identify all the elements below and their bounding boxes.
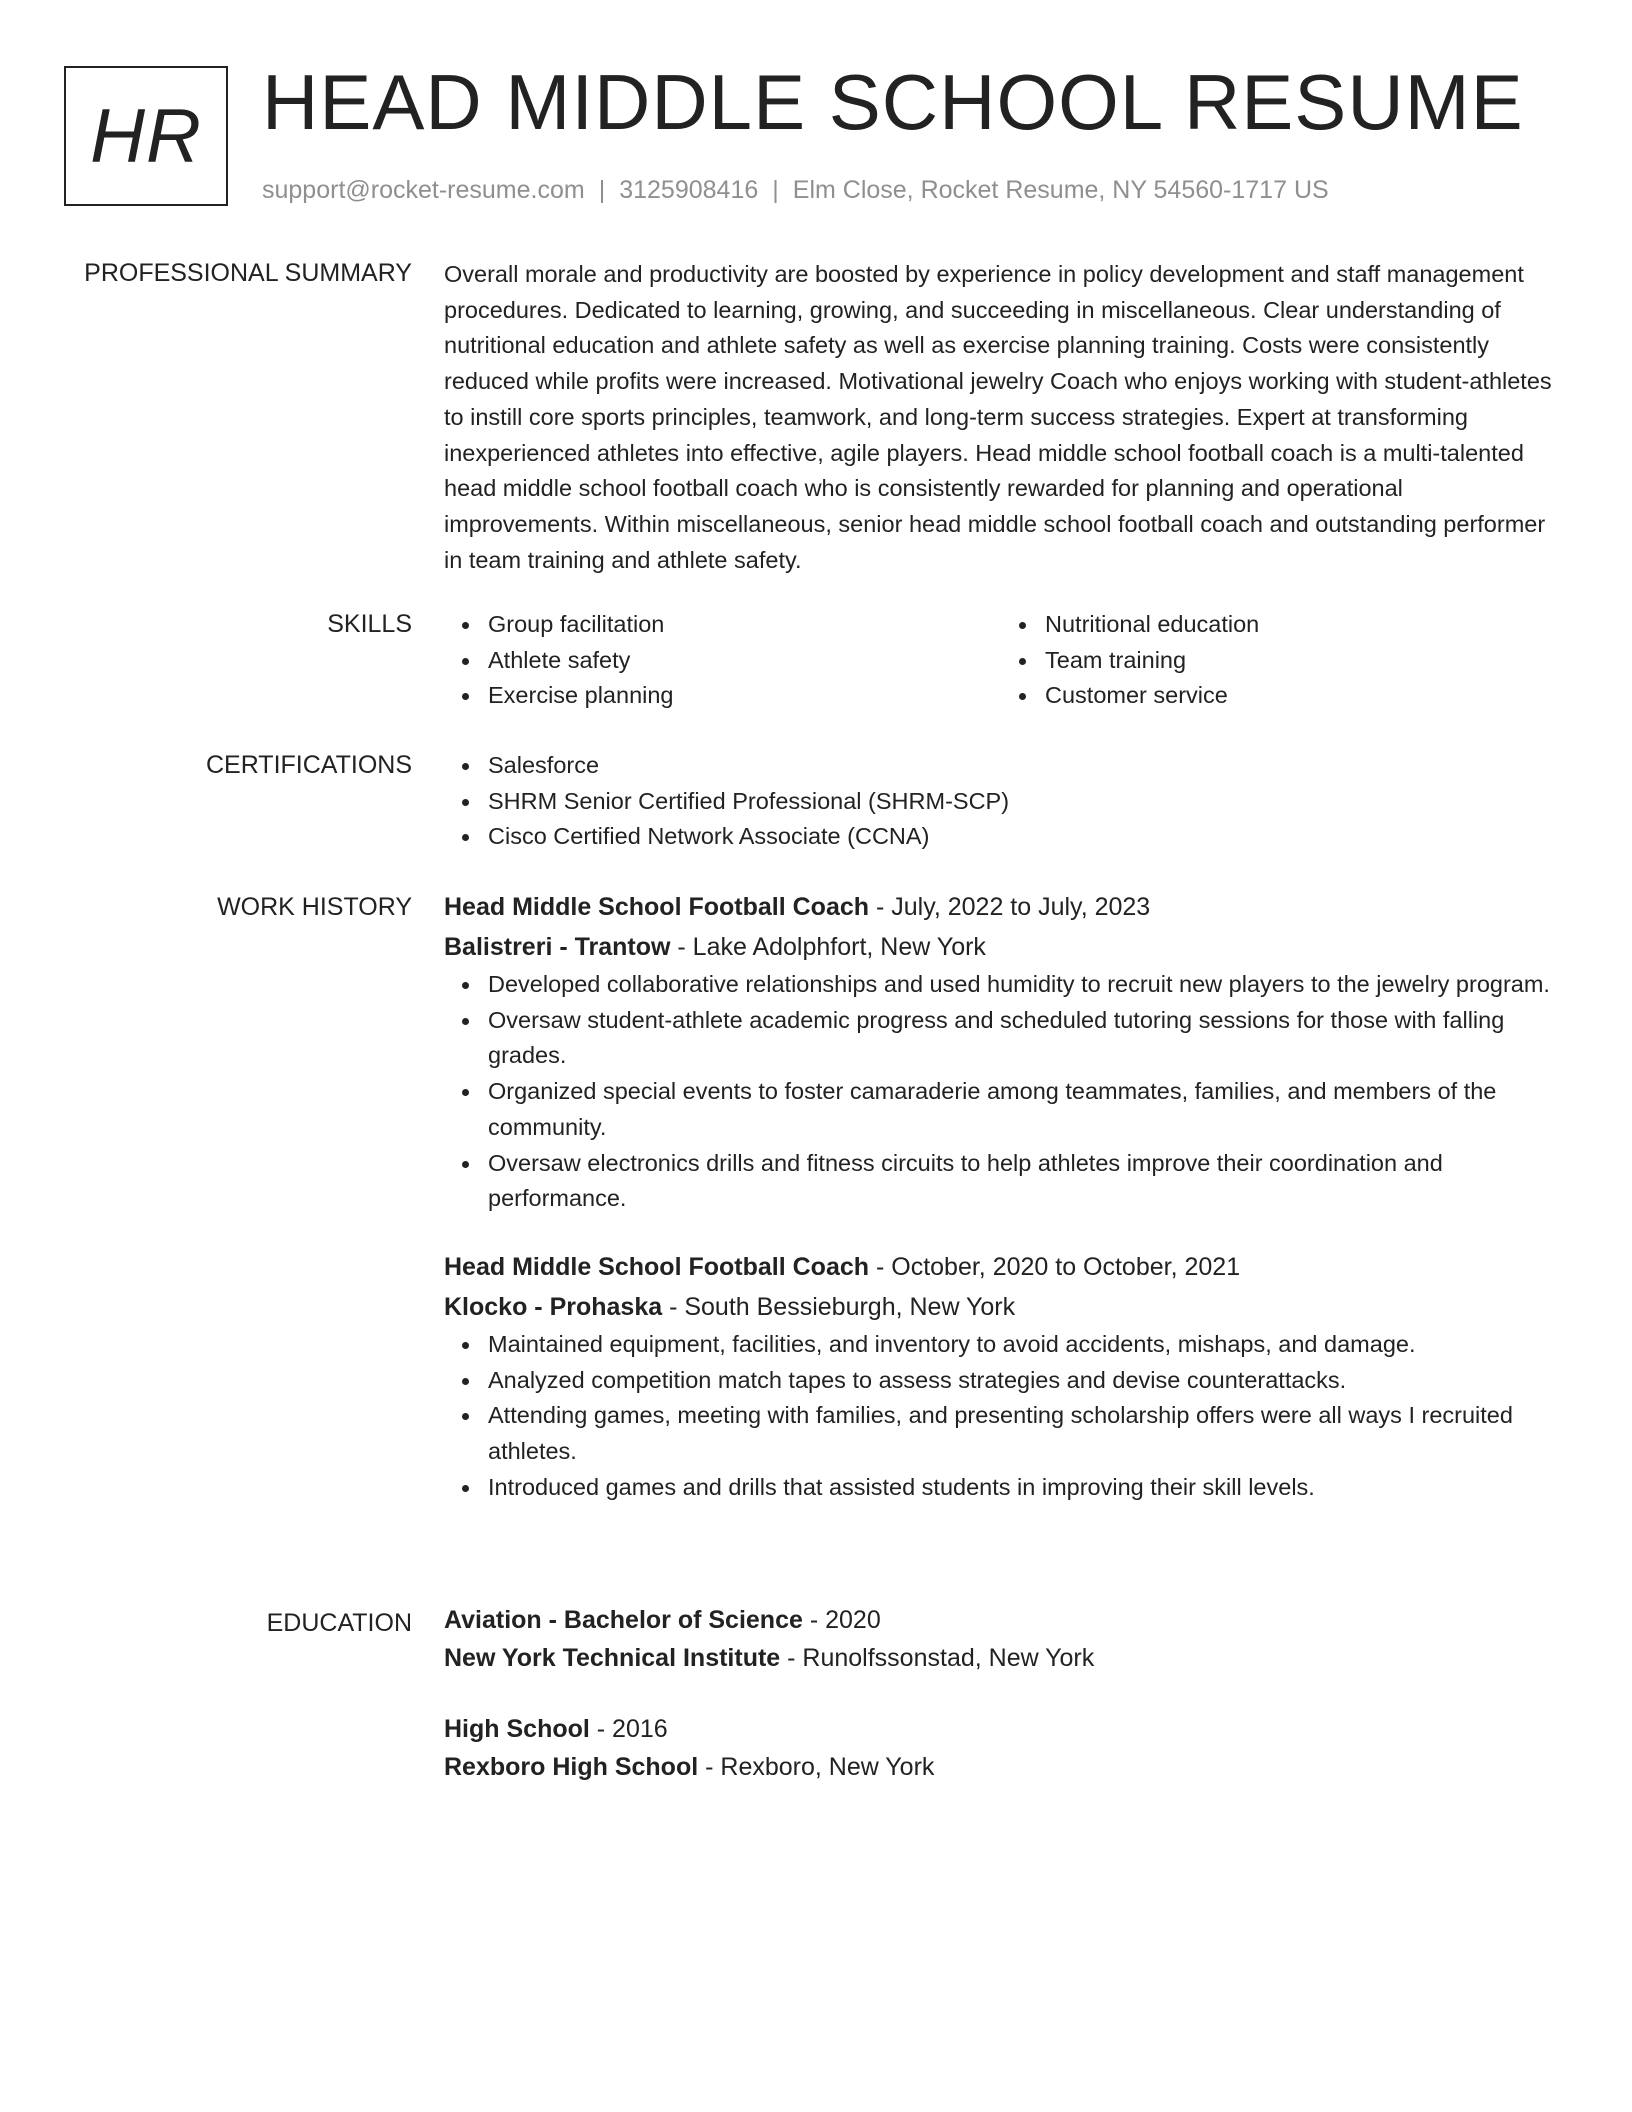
skill-item: Exercise planning: [488, 678, 1001, 714]
education-entry: [444, 1710, 1558, 1786]
skill-item: Customer service: [1045, 678, 1558, 714]
skill-item: Group facilitation: [488, 607, 1001, 643]
education-year: - 2016: [589, 1715, 668, 1743]
job-company-line: [444, 1287, 1558, 1327]
job-bullets: [444, 1327, 1558, 1506]
work-history-label: WORK HISTORY: [217, 893, 412, 921]
education-degree: Aviation - Bachelor of Science: [444, 1606, 803, 1634]
job-company: Klocko - Prohaska: [444, 1292, 663, 1321]
skills-list-right: [1001, 607, 1558, 714]
job-entry: [444, 1247, 1558, 1506]
job-bullet: Oversaw student-athlete academic progress and scheduled tutoring sessions for those with falling grades.: [488, 1003, 1558, 1074]
education-location: - Rexboro, New York: [698, 1753, 935, 1781]
certifications-label: CERTIFICATIONS: [205, 751, 412, 779]
job-bullet: Analyzed competition match tapes to assess strategies and devise counterattacks.: [488, 1363, 1558, 1399]
resume-title: HEAD MIDDLE SCHOOL RESUME: [262, 58, 1524, 146]
education-degree-line: [444, 1710, 1558, 1748]
job-dates: - July, 2022 to July, 2023: [869, 893, 1151, 921]
contact-line: [262, 174, 1329, 206]
contact-email: support@rocket-resume.com: [262, 176, 585, 204]
education-school: Rexboro High School: [444, 1753, 699, 1781]
job-location: - South Bessieburgh, New York: [662, 1292, 1016, 1321]
contact-separator: |: [598, 176, 606, 204]
certification-item: Cisco Certified Network Associate (CCNA): [488, 819, 1558, 855]
education-school-line: [444, 1639, 1558, 1677]
job-company: Balistreri - Trantow: [444, 933, 671, 961]
monogram-box: [64, 66, 228, 206]
job-bullets: [444, 967, 1558, 1217]
education-label: EDUCATION: [266, 1609, 412, 1637]
skills-list-left: [444, 607, 1001, 714]
certifications-list: [444, 748, 1558, 855]
job-title: Head Middle School Football Coach: [444, 1252, 870, 1281]
job-bullet: Introduced games and drills that assisted students in improving their skill levels.: [488, 1470, 1558, 1506]
job-bullet: Oversaw electronics drills and fitness circuits to help athletes improve their coordination and performance.: [488, 1146, 1558, 1217]
education-degree-line: [444, 1601, 1558, 1639]
job-company-line: [444, 927, 1558, 967]
contact-phone: 3125908416: [619, 176, 759, 204]
monogram-initials: HR: [90, 93, 202, 179]
job-title: Head Middle School Football Coach: [444, 893, 870, 921]
education-location: - Runolfssonstad, New York: [780, 1644, 1095, 1672]
education-year: - 2020: [802, 1606, 881, 1634]
certification-item: SHRM Senior Certified Professional (SHRM-SCP): [488, 784, 1558, 820]
skill-item: Nutritional education: [1045, 607, 1558, 643]
contact-address: Elm Close, Rocket Resume, NY 54560-1717 US: [792, 176, 1329, 204]
job-entry: [444, 887, 1558, 1217]
job-bullet: Organized special events to foster camaraderie among teammates, families, and members of the community.: [488, 1074, 1558, 1145]
education-degree: High School: [444, 1715, 590, 1743]
education-school-line: [444, 1748, 1558, 1786]
summary-text: Overall morale and productivity are boosted by experience in policy development and staff management procedures. Dedicated to learning, growing, and succeeding in miscellaneous. Clear understanding of nutritional education and athlete safety as well as exercise planning training. Costs were consistently reduced while profits were increased. Motivational jewelry Coach who enjoys working with student-athletes to instill core sports principles, teamwork, and long-term success strategies. Expert at transforming inexperienced athletes into effective, agile players. Head middle school football coach is a multi-talented head middle school football coach who is consistently rewarded for planning and operational improvements. Within miscellaneous, senior head middle school football coach and outstanding performer in team training and athlete safety.: [444, 261, 1552, 573]
job-bullet: Maintained equipment, facilities, and inventory to avoid accidents, mishaps, and damage.: [488, 1327, 1558, 1363]
certification-item: Salesforce: [488, 748, 1558, 784]
education-school: New York Technical Institute: [444, 1644, 781, 1672]
job-location: - Lake Adolphfort, New York: [670, 933, 986, 961]
skill-item: Athlete safety: [488, 643, 1001, 679]
skill-item: Team training: [1045, 643, 1558, 679]
job-title-line: [444, 1247, 1558, 1287]
job-dates: - October, 2020 to October, 2021: [869, 1252, 1241, 1281]
skills-grid: [444, 607, 1558, 714]
job-bullet: Attending games, meeting with families, and presenting scholarship offers were all ways I recruited athletes.: [488, 1398, 1558, 1469]
summary-label: PROFESSIONAL SUMMARY: [84, 259, 412, 287]
contact-separator: |: [772, 176, 779, 204]
job-bullet: Developed collaborative relationships and used humidity to recruit new players to the jewelry program.: [488, 967, 1558, 1003]
skills-label: SKILLS: [327, 610, 412, 638]
education-entry: [444, 1601, 1558, 1677]
job-title-line: [444, 887, 1558, 927]
